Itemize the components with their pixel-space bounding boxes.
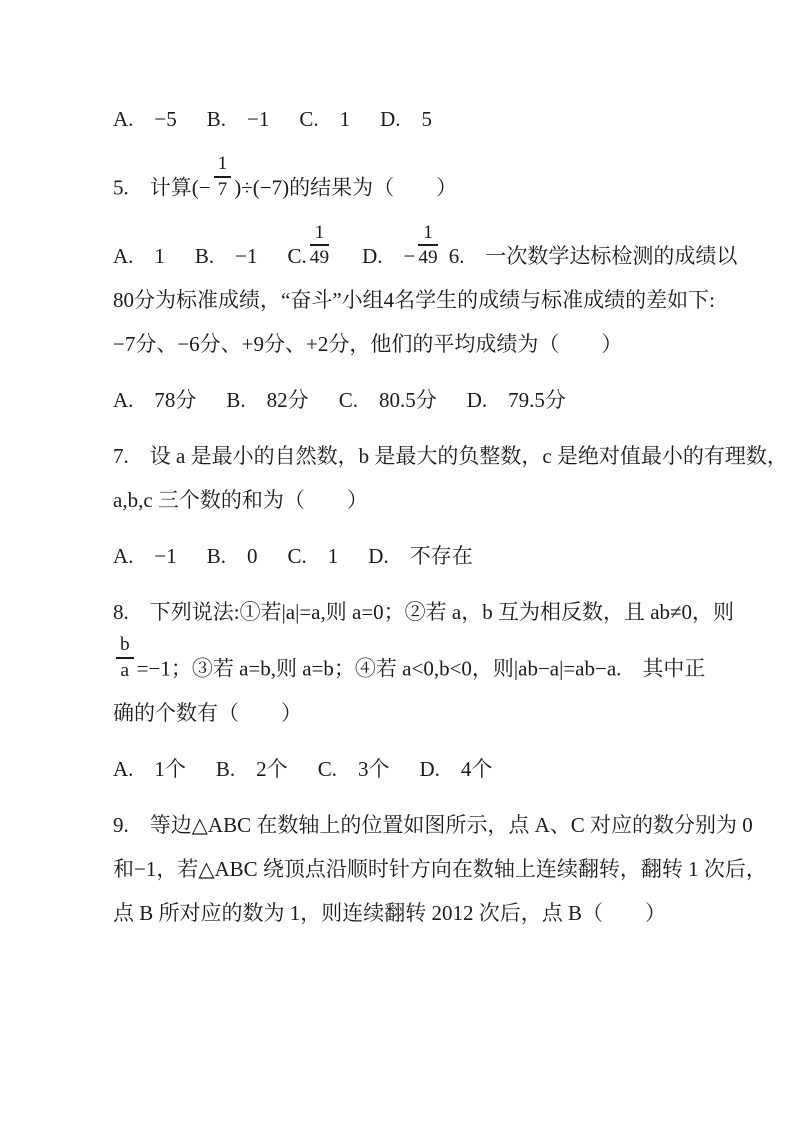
fraction-numerator: 1 [418,222,437,247]
q8-option-a: A. 1个 [113,756,186,781]
q8-option-d: D. 4个 [419,756,493,781]
fraction-denominator: 49 [309,247,330,269]
fraction-denominator: 7 [217,178,228,200]
q9-stem-line-3: 点 B 所对应的数为 1，则连续翻转 2012 次后，点 B（ ） [113,900,667,925]
q7-option-b: B. 0 [206,544,258,569]
q8-stem-line-2-text: =−1；③若 a=b,则 a=b；④若 a<0,b<0，则|ab−a|=ab−a. 其中正 [136,656,706,681]
fraction-denominator: a [120,659,130,681]
q6-option-b: B. 82分 [226,388,309,413]
q4-option-b: B. −1 [206,107,270,131]
q5-option-d [362,221,441,269]
q9-stem-line-1: 9. 等边△ABC 在数轴上的位置如图所示，点 A、C 对应的数分别为 0 [113,812,753,837]
question-7-stem [113,434,788,522]
q5-option-d-label: D. − [362,244,416,269]
q9-stem-line-2: 和−1，若△ABC 绕顶点沿顺时针方向在数轴上连续翻转，翻转 1 次后， [113,856,767,881]
question-7-options [113,534,723,578]
q8-stem-line-1: 8. 下列说法:①若|a|=a,则 a=0；②若 a，b 互为相反数，且 ab≠0，则 [113,600,735,625]
q7-option-c: C. 1 [287,544,339,569]
q7-option-a: A. −1 [113,544,177,569]
q5-stem-post: )÷(−7)的结果为（ ） [234,175,458,200]
q5-options-line [113,221,738,279]
q6-stem-line-3: −7分、−6分、+9分、+2分，他们的平均成绩为（ ） [113,332,623,357]
question-4-options [113,97,723,141]
q6-stem-line-2: 80分为标准成绩，“奋斗”小组4名学生的成绩与标准成绩的差如下: [113,288,715,313]
question-8-options [113,747,723,791]
q5-option-b: B. −1 [194,244,258,269]
q8-stem-line-2 [113,634,723,691]
fraction-numerator: 1 [310,222,329,247]
question-8-stem [113,590,735,735]
q7-stem-line-2: a,b,c 三个数的和为（ ） [113,488,368,513]
q6-option-a: A. 78分 [113,388,197,413]
fraction-denominator: 49 [418,247,438,269]
q6-stem-line-1: 6. 一次数学达标检测的成绩以 [448,244,738,269]
q4-option-a: A. −5 [113,107,177,131]
q8-option-c: C. 3个 [317,756,390,781]
q7-option-d: D. 不存在 [368,544,473,569]
fraction-b-over-a [116,634,134,681]
q4-option-d: D. 5 [380,107,433,131]
q5-stem-pre: 5. 计算(− [113,175,211,200]
q5-option-c-label: C. [287,244,307,269]
question-6-options [113,378,723,422]
q7-stem-line-1: 7. 设 a 是最小的自然数，b 是最大的负整数，c 是绝对值最小的有理数， [113,444,788,469]
fraction-numerator: 1 [214,153,232,178]
q5-option-c [287,221,333,269]
q8-stem-line-3: 确的个数有（ ） [113,700,302,725]
q6-option-c: C. 80.5分 [338,388,437,413]
fraction-1-over-49 [418,222,437,269]
q8-option-b: B. 2个 [215,756,288,781]
fraction-numerator: b [116,634,134,659]
question-5-options-and-question-6-stem [113,221,738,367]
question-5-stem [113,153,723,210]
question-9-stem [113,803,767,935]
fraction-1-over-49 [310,222,329,269]
q6-option-d: D. 79.5分 [466,388,566,413]
fraction-1-over-7 [214,153,232,200]
q4-option-c: C. 1 [299,107,351,131]
q5-option-a: A. 1 [113,244,165,269]
